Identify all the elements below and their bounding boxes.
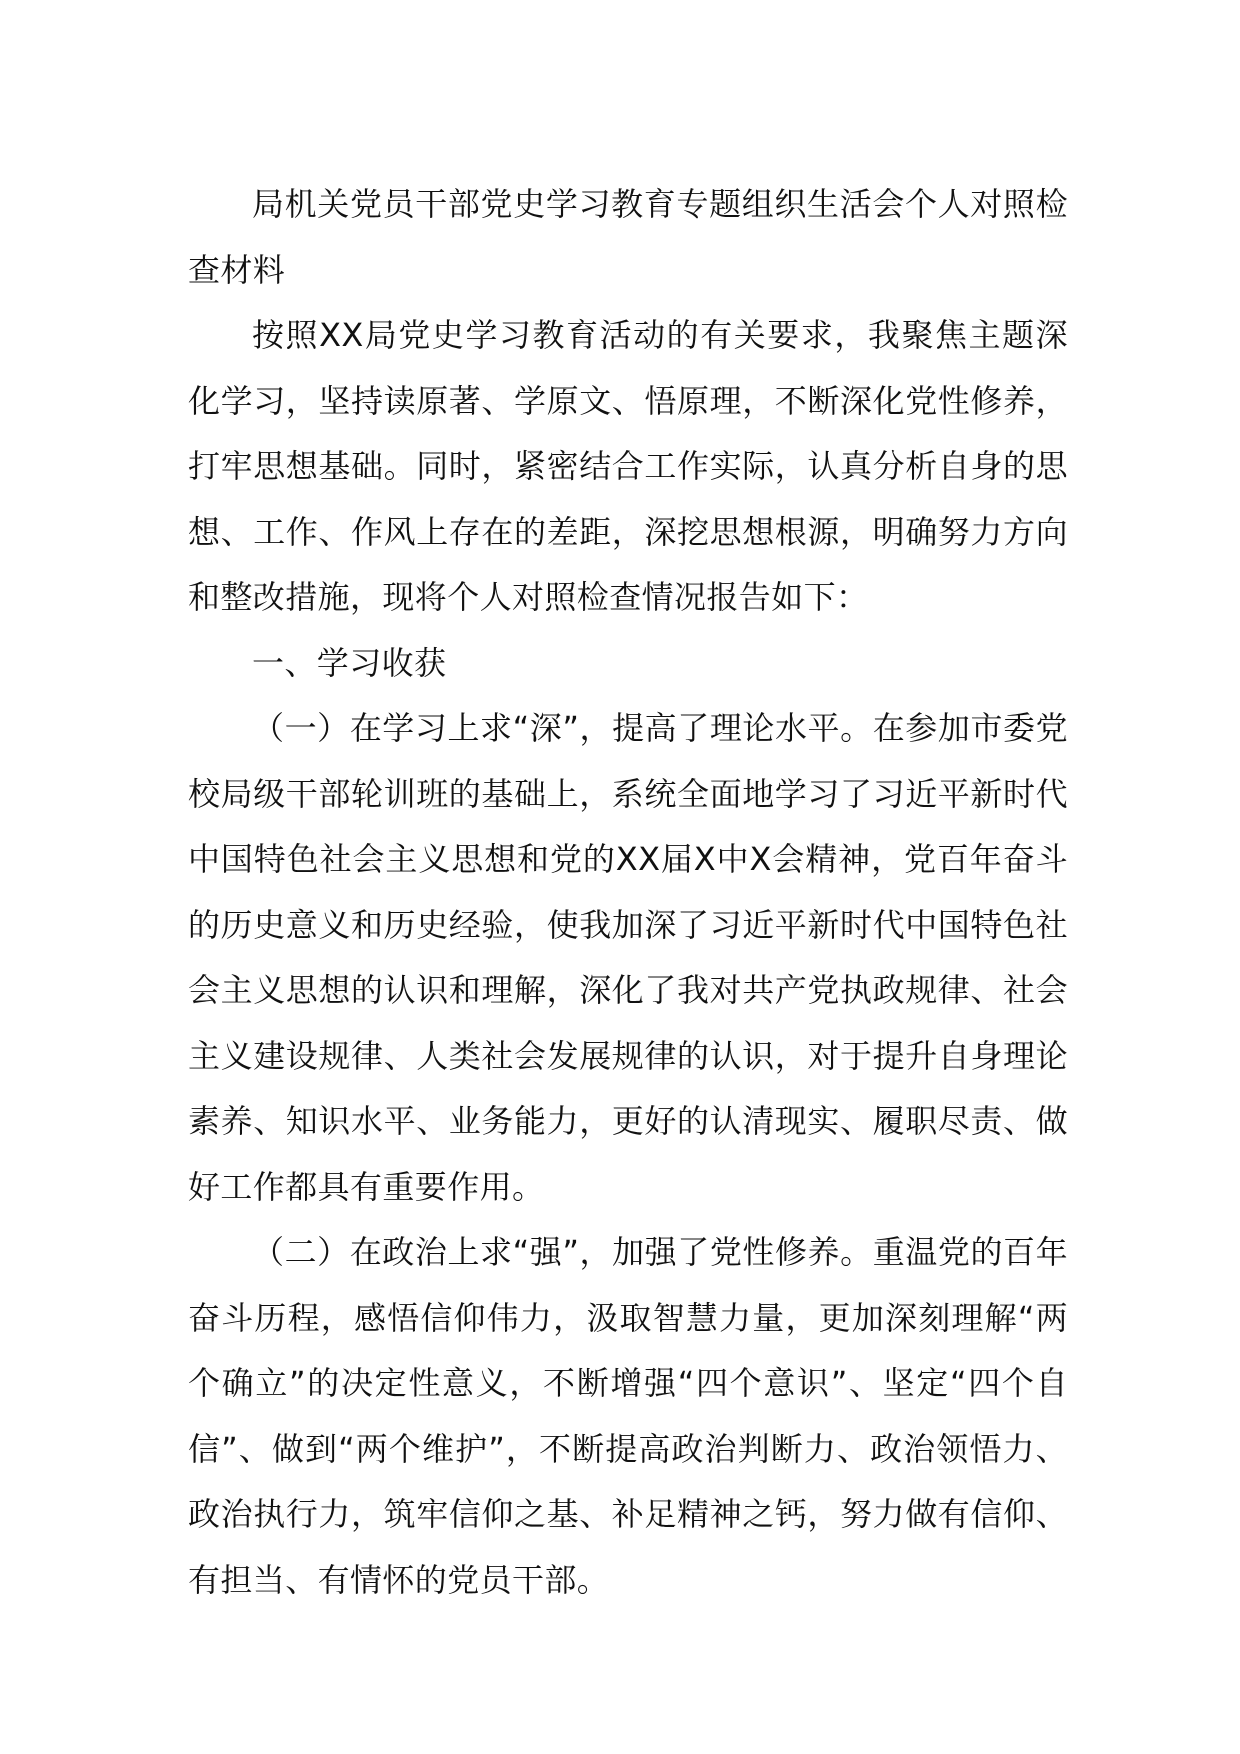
intro-paragraph: 按照XX局党史学习教育活动的有关要求，我聚焦主题深化学习，坚持读原著、学原文、悟原理，不断深化党性修养，打牢思想基础。同时，紧密结合工作实际，认真分析自身的思想、工作、作风上存在的差距，深挖思想根源，明确努力方向和整改措施，现将个人对照检查情况报告如下： xyxy=(188,316,1068,616)
document-body xyxy=(188,172,1068,1613)
paragraph-theory-level: （一）在学习上求“深”，提高了理论水平。在参加市委党校局级干部轮训班的基础上，系统全面地学习了习近平新时代中国特色社会主义思想和党的XX届X中X会精神，党百年奋斗的历史意义和历史经验，使我加深了习近平新时代中国特色社会主义思想的认识和理解，深化了我对共产党执政规律、社会主义建设规律、人类社会发展规律的认识，对于提升自身理论素养、知识水平、业务能力，更好的认清现实、履职尽责、做好工作都具有重要作用。 xyxy=(188,709,1068,1206)
document-title: 局机关党员干部党史学习教育专题组织生活会个人对照检查材料 xyxy=(188,185,1068,289)
paragraph-party-spirit: （二）在政治上求“强”，加强了党性修养。重温党的百年奋斗历程，感悟信仰伟力，汲取智慧力量，更加深刻理解“两个确立”的决定性意义，不断增强“四个意识”、坚定“四个自信”、做到“两个维护”，不断提高政治判断力、政治领悟力、政治执行力，筑牢信仰之基、补足精神之钙，努力做有信仰、有担当、有情怀的党员干部。 xyxy=(188,1233,1068,1599)
section-heading-learning-gains: 一、学习收获 xyxy=(252,643,447,682)
